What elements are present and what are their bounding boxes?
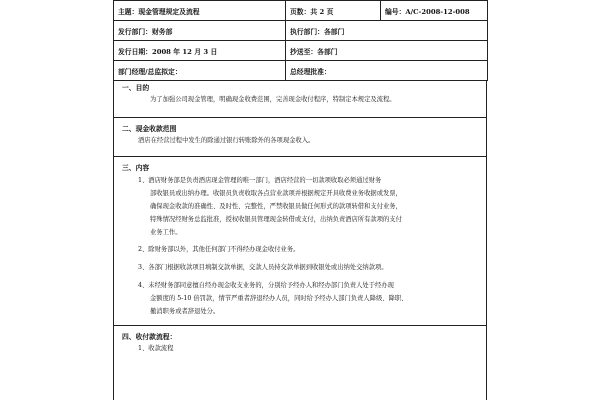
section-divider bbox=[114, 325, 486, 326]
issuing-dept-cell: 发行部门：财务部 bbox=[114, 21, 286, 41]
text-line: 特殊情况经财务总监批准，授权收银员管理现金转借或支付，出纳负责酒店所有款项的支付 bbox=[150, 215, 402, 223]
content-item-1 bbox=[138, 175, 402, 240]
header-row bbox=[114, 21, 488, 41]
purpose-text: 为了加强公司现金管理，明确现金收费范围，完善现金收付程序，特制定本规定及流程。 bbox=[150, 96, 396, 103]
section-divider bbox=[114, 117, 486, 118]
process-item-1: 1、收款流程 bbox=[138, 345, 174, 352]
text-line: 确保现金收款的准确性、及时性、完整性，严禁收银员做任何形式的款项转借和支付业务， bbox=[150, 202, 402, 210]
text-line: 金额度的 5-10 倍罚款，情节严重者辞退经办人员，同时给予经办人部门负责人降级、降职、 bbox=[150, 294, 408, 302]
header-row bbox=[114, 41, 488, 61]
section-title-content: 三、内容 bbox=[122, 164, 150, 172]
subject-cell: 主题：现金管理规定及流程 bbox=[114, 1, 286, 21]
section-title-process: 四、收付款流程： bbox=[122, 333, 177, 341]
scope-text: 酒店在经营过程中发生的除通过银行转账除外的各项现金收入。 bbox=[138, 137, 315, 144]
header-table bbox=[113, 0, 488, 81]
content-item-3: 3、各部门根据收款项目填制交款单据，交款人员持交款单据到收银处或出纳处交纳款项。 bbox=[138, 264, 388, 271]
header-row bbox=[114, 1, 488, 21]
manager-draft-cell: 部门经理/总监拟定： bbox=[114, 61, 286, 81]
cc-cell: 抄送至：各部门 bbox=[286, 41, 488, 61]
issue-date-cell: 发行日期：2008 年 12 月 3 日 bbox=[114, 41, 286, 61]
section-title-purpose: 一、目的 bbox=[122, 84, 150, 92]
text-line: 撤消职务或者辞退处分。 bbox=[150, 307, 220, 315]
document-body bbox=[113, 80, 487, 400]
doc-number-cell: 编号：A/C-2008-12-008 bbox=[381, 1, 488, 21]
text-line: 4、未经财务部同意擅自经办现金收支业务的，分别给予经办人和经办部门负责人处于经办现 bbox=[138, 282, 394, 289]
pages-cell: 页数：共 2 页 bbox=[286, 1, 381, 21]
content-item-4 bbox=[138, 280, 407, 319]
text-line: 部收银员或出纳办理。收银员负责收取各点营业款项并根据规定开具收费业务收据或发票， bbox=[150, 189, 402, 197]
text-line: 1、酒店财务部是负责酒店现金管理的唯一部门，酒店经营的一切款项收取必须通过财务 bbox=[138, 177, 382, 184]
header-row bbox=[114, 61, 488, 81]
gm-approval-cell: 总经理批准： bbox=[286, 61, 488, 81]
section-divider bbox=[114, 156, 486, 157]
text-line: 业务工作。 bbox=[150, 228, 182, 236]
section-title-scope: 二、现金收款范围 bbox=[122, 125, 177, 133]
content-item-2: 2、除财务部以外，其他任何部门不得经办现金收付业务。 bbox=[138, 246, 300, 253]
executing-dept-cell: 执行部门：各部门 bbox=[286, 21, 488, 41]
document-page bbox=[113, 0, 487, 400]
